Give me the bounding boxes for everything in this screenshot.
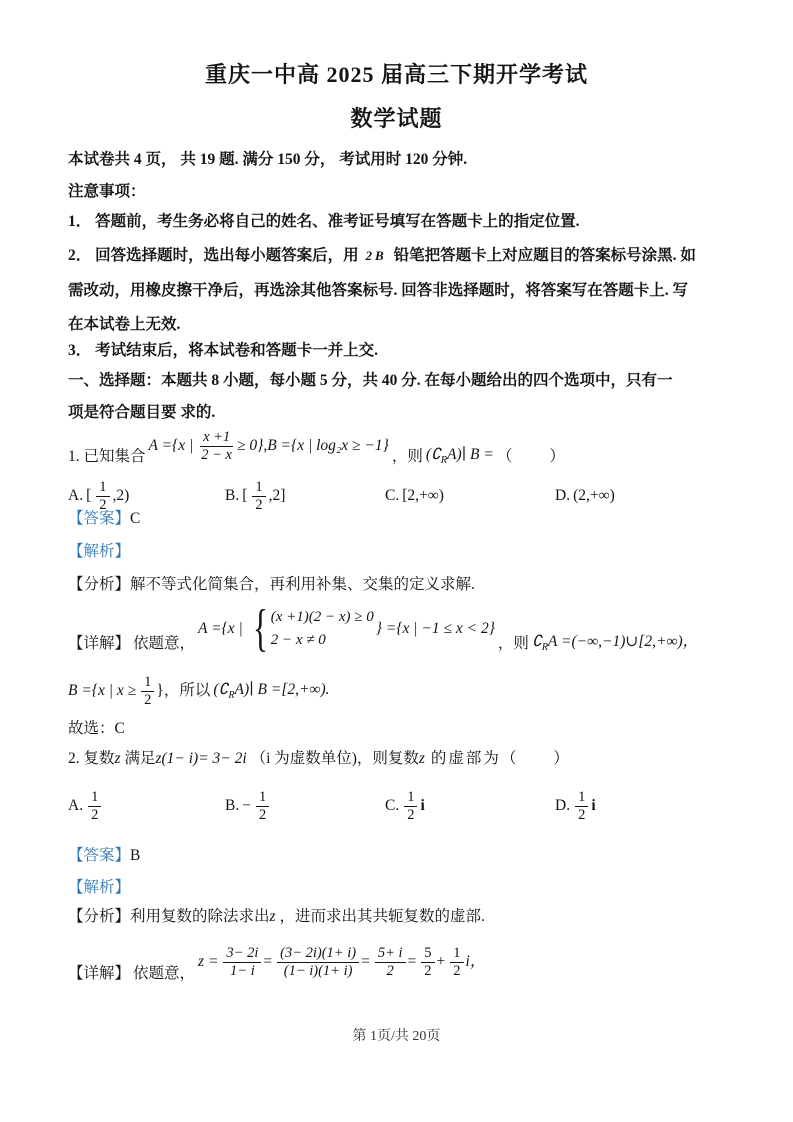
notice-item-2 [68,246,730,267]
q2-option-c: C. $\frac{1}{2}$ i [385,788,425,823]
q2-option-a-fraction: $\frac{1}{2}$ [88,789,101,823]
page-title: 重庆一中高 2025 届高三下期开学考试 [204,62,588,87]
q2-detail: 【详解】 依题意， z = $\frac{3- 2i}{1- i}$ = $\frac{(3- 2i)(1+ i)}{(1- i)(1+ i)}$ = $\frac{5+ i}{2}$ = $\frac{5}{2}$ + $\frac{1}{2}$ i， [68,936,730,988]
q1-set-b-solve: B ={x | x ≥ [68,681,137,699]
notice-item-1: 1． 答题前，考生务必将自己的姓名、准考证号填写在答题卡上的指定位置. [68,213,580,230]
q1-case-1: (x +1)(2 − x) ≥ 0 [270,609,374,626]
q1-detail-set-pre: A ={x | [198,619,243,637]
xiangjie-label: 【详解】 [68,635,131,653]
q1-answer [68,509,730,530]
notice-item-2-line2: 需改动，用橡皮擦干净后，再选涂其他答案标号. 回答非选择题时，将答案写在答题卡上. 写 [68,282,689,299]
q1-detail-mid: } ={x | −1 ≤ x < 2} [375,619,495,637]
q1-cases-block [248,599,374,657]
q1-conclusion: 故选：C [68,720,125,737]
q1-complement-expr: $(∁_RA)∣$ B = [425,446,494,467]
notice-item-2-line3: 在本试卷上无效. [68,316,181,333]
q1-answer-value: C [130,510,141,527]
q2-z-var-2: z [418,750,425,767]
q1-number: 1. 已知集合 [68,448,146,466]
q2-option-d: D. $\frac{1}{2}$ i [555,788,596,823]
q2-z-var: z [114,750,121,767]
question-2-stem: 2. 复数z 满足z(1− i)= 3− 2i （i 为虚数单位)，则复数z 的虚部为（ ） [68,750,571,767]
q1-option-c: C. [2,+∞) [385,486,444,504]
q1-detail-line1 [68,600,730,658]
meta-line: 本试卷共 4 页， 共 19 题. 满分 150 分， 考试用时 120 分钟. [68,151,468,168]
jiexi-label: 【解析】 [68,879,131,896]
q2-answer [68,846,730,867]
notice-item-2-text: 2． 回答选择题时，选出每小题答案后，用 [68,247,359,264]
q2-option-a: A. $\frac{1}{2}$ [68,789,225,823]
answer-label: 【答案】 [68,510,131,527]
q1-fraction: $\frac{x +1}{2 - x}$ [201,428,232,463]
q1-set-a-pre: A ={x | [148,436,194,454]
q2-fenxi: 【分析】利用复数的除法求出z ，进而求出其共轭复数的虚部. [68,908,485,925]
q2-detail-pre: 依题意， [133,965,196,983]
q1-option-a-fraction: $\frac{1}{2}$ [96,479,109,513]
question-1-stem [68,421,730,471]
notice-item-2-text-cont: 铅笔把答题卡上对应题目的答案标号涂黑. 如 [393,247,696,264]
q1-option-d: D. (2,+∞) [555,486,615,504]
q2-option-b-fraction: $\frac{1}{2}$ [256,789,269,823]
fenxi-label: 【分析】 [68,908,131,925]
q1-option-b: B. [ $\frac{1}{2}$ ,2] [225,478,286,513]
q1-detail-fraction: $\frac{1}{2}$ [141,674,154,708]
q1-detail-then: ，则 [497,635,529,653]
q1-set-b: ≥ 0},B ={x | log₂x ≥ −1} [237,436,389,454]
notice-item-3: 3． 考试结束后，将本试卷和答题卡一并上交. [68,342,379,359]
q2-jiexi [68,878,730,899]
q2-detail-fraction-5: $\frac{1}{2}$ [450,945,463,979]
q1-fenxi [68,575,730,596]
fenxi-label: 【分析】 [68,576,131,593]
q2-equation: z(1− i)= 3− 2i [155,750,247,767]
answer-label: 【答案】 [68,847,131,864]
q1-fenxi-text: 解不等式化简集合，再利用补集、交集的定义求解. [130,576,475,593]
q1-detail-result: $(∁_RA)∣$ B =[2,+∞). [213,680,330,701]
q1-case-2: 2 − x ≠ 0 [270,632,326,649]
q2-detail-fraction-4: $\frac{5}{2}$ [421,945,434,979]
q1-detail-complement: $∁_RA$ =(−∞,−1)∪[2,+∞)， [531,633,699,654]
q2-fenxi-z: z [269,908,276,925]
q2-option-b: B. − $\frac{1}{2}$ [225,789,385,823]
q2-detail-i-end: i， [465,952,486,970]
notices-heading: 注意事项： [68,183,146,200]
q2-detail-fraction-3: $\frac{5+ i}{2}$ [375,945,406,979]
q1-detail-line2 [68,668,730,714]
page-subtitle: 数学试题 [350,106,443,131]
question-2-options [68,780,730,832]
pencil-grade-label: 2B [365,248,387,263]
q1-jiexi [68,542,730,563]
section-1-heading-line1: 一、选择题：本题共 8 小题，每小题 5 分，共 40 分. 在每小题给出的四个选项中，只有一 [68,372,673,389]
q2-detail-fraction-2: $\frac{(3- 2i)(1+ i)}{(1- i)(1+ i)}$ [277,945,359,979]
q2-answer-value: B [130,847,141,864]
xiangjie-label: 【详解】 [68,965,131,983]
q2-detail-z: z = [198,952,219,970]
section-1-heading-line2: 项是符合题目要 求的. [68,404,216,421]
q1-option-a: A. [ $\frac{1}{2}$ ,2) [68,478,130,513]
q1-detail-suoyi: }，所以 [156,681,211,699]
q1-detail-pre: 依题意， [133,635,196,653]
left-brace-icon: { [252,599,268,657]
q2-detail-fraction-1: $\frac{3- 2i}{1- i}$ [223,945,261,979]
footer-page-number: 第 1页/共 20页 [352,1029,441,1044]
q2-option-d-fraction: $\frac{1}{2}$ [575,789,588,823]
jiexi-label: 【解析】 [68,543,131,560]
q2-option-c-fraction: $\frac{1}{2}$ [404,789,417,823]
q1-then: ，则 [391,448,423,466]
q1-option-b-fraction: $\frac{1}{2}$ [252,479,265,513]
q1-answer-paren: （ ） [496,448,567,466]
